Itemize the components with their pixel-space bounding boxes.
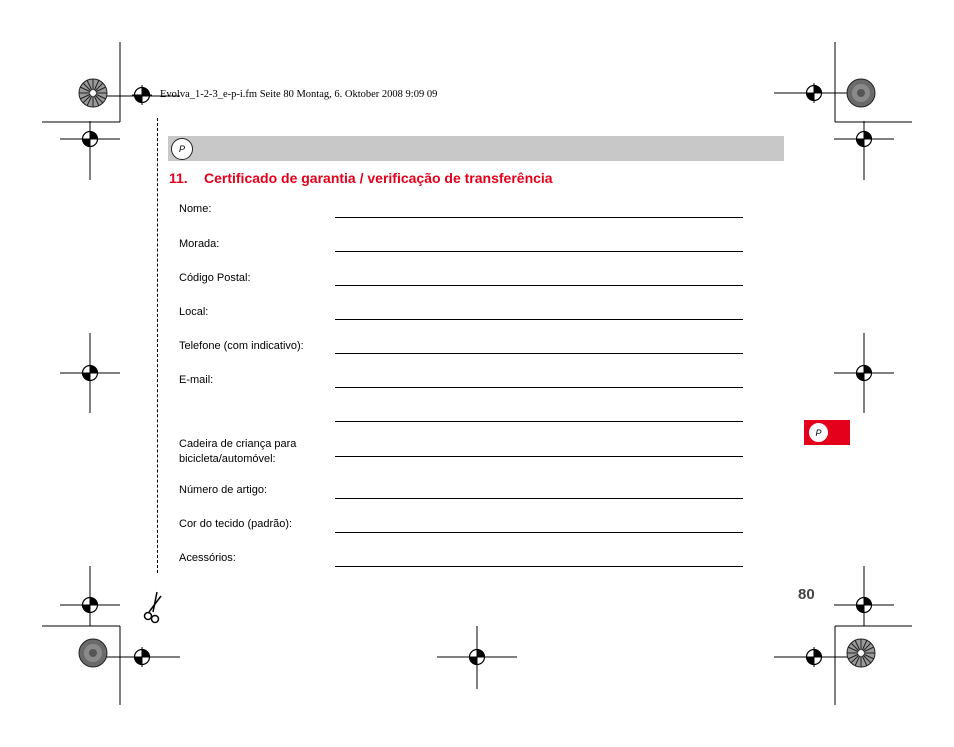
field-line-fabric-color[interactable] <box>335 532 743 533</box>
file-header: Evolva_1-2-3_e-p-i.fm Seite 80 Montag, 6. Oktober 2008 9:09 09 <box>160 89 438 100</box>
registration-mark-icon <box>804 647 824 667</box>
color-wheel-icon <box>846 638 876 668</box>
color-wheel-icon <box>846 78 876 108</box>
field-label-accessories: Acessórios: <box>179 552 236 564</box>
language-badge: P <box>171 138 193 160</box>
language-tab <box>804 420 850 445</box>
field-label-phone: Telefone (com indicativo): <box>179 340 304 352</box>
registration-mark-icon <box>804 83 824 103</box>
field-line-city[interactable] <box>335 319 743 320</box>
registration-mark-icon <box>854 129 874 149</box>
field-label-postal-code: Código Postal: <box>179 272 251 284</box>
registration-mark-icon <box>854 595 874 615</box>
field-line-email[interactable] <box>335 387 743 388</box>
language-tab-badge: P <box>808 422 829 443</box>
color-wheel-icon <box>78 78 108 108</box>
field-line-article-number[interactable] <box>335 498 743 499</box>
registration-mark-icon <box>854 363 874 383</box>
field-line-phone[interactable] <box>335 353 743 354</box>
field-line-address[interactable] <box>335 251 743 252</box>
field-line-email-continued[interactable] <box>335 421 743 422</box>
chapter-header-bar <box>168 136 784 161</box>
field-label-city: Local: <box>179 306 209 318</box>
section-title <box>169 170 553 186</box>
registration-mark-icon <box>80 595 100 615</box>
field-label-article-number: Número de artigo: <box>179 484 268 496</box>
registration-mark-icon <box>132 85 152 105</box>
registration-mark-icon <box>467 647 487 667</box>
field-line-name[interactable] <box>335 217 743 218</box>
field-line-accessories[interactable] <box>335 566 743 567</box>
field-label-name: Nome: <box>179 203 212 215</box>
registration-mark-icon <box>80 129 100 149</box>
field-label-address: Morada: <box>179 238 220 250</box>
field-line-child-seat[interactable] <box>335 456 743 457</box>
field-label-fabric-color: Cor do tecido (padrão): <box>179 518 293 530</box>
field-line-postal-code[interactable] <box>335 285 743 286</box>
scissors-icon <box>141 590 167 626</box>
field-label-email: E-mail: <box>179 374 214 386</box>
color-wheel-icon <box>78 638 108 668</box>
registration-mark-icon <box>80 363 100 383</box>
section-number: 11. <box>169 170 188 186</box>
section-title-text: Certificado de garantia / verificação de transferência <box>204 170 553 186</box>
page-number: 80 <box>798 586 815 603</box>
cut-line <box>157 118 158 573</box>
registration-mark-icon <box>132 647 152 667</box>
field-label-child-seat: Cadeira de criança para bicicleta/automóvel: <box>179 438 297 465</box>
